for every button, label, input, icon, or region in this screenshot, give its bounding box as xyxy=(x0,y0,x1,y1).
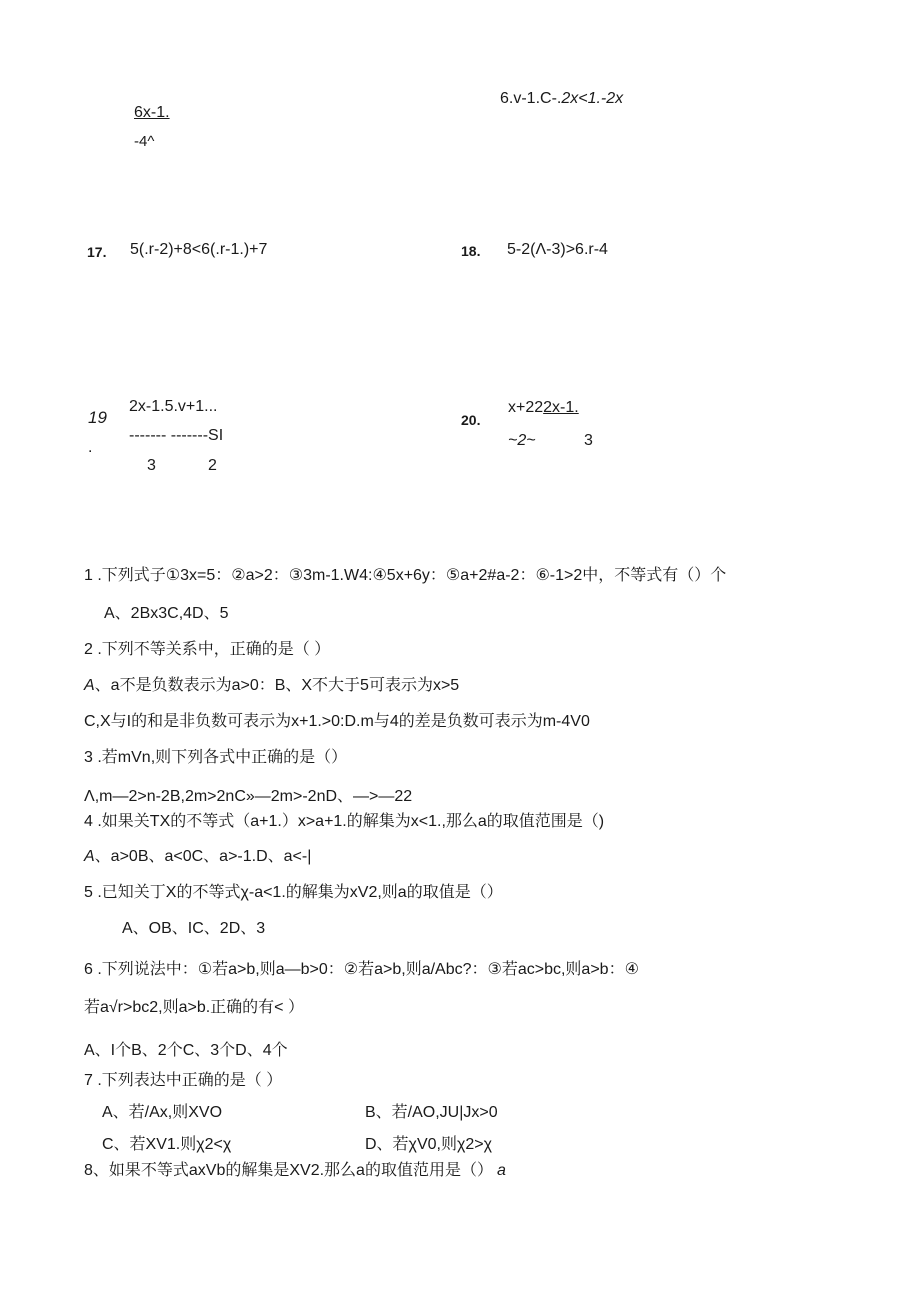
problem-16-expression xyxy=(500,89,623,109)
question-7-option-a: A、若/Ax,则XVO xyxy=(102,1104,223,1121)
problem-20-numerator-a: x+22 xyxy=(508,399,544,416)
question-4-options xyxy=(84,847,311,867)
problem-15-line1 xyxy=(134,103,170,123)
question-3-text: 3 .若mVn,则下列各式中正确的是（） xyxy=(84,749,348,766)
problem-20-line2: ~2~ xyxy=(508,432,536,449)
question-8-tail: a xyxy=(496,1162,506,1179)
question-7-option-b: B、若/AO,JU|Jx>0 xyxy=(365,1104,498,1121)
question-7-text: 7 .下列表达中正确的是（ ） xyxy=(84,1072,283,1089)
question-7-option-d: D、若χV0,则χ2>χ xyxy=(365,1136,493,1153)
question-8-body: 8、如果不等式axVb的解集是XV2.那么a的取值范用是（） xyxy=(84,1162,493,1179)
question-2-option-a-letter: A xyxy=(84,677,95,694)
problem-19-numerator: 2x-1.5.v+1... xyxy=(129,398,218,415)
problem-17-expression: 5(.r-2)+8<6(.r-1.)+7 xyxy=(130,241,268,258)
question-4-text: 4 .如果关TX的不等式（a+1.）x>a+1.的解集为x<1.,那么a的取值范围是（) xyxy=(84,813,605,830)
question-2-options-ab xyxy=(84,676,459,696)
question-6-options: A、I个B、2个C、3个D、4个 xyxy=(84,1042,288,1059)
problem-15-line2: -4^ xyxy=(134,133,155,150)
problem-20-number: 20. xyxy=(461,412,481,428)
question-5-options: A、OB、IC、2D、3 xyxy=(122,920,266,937)
question-2-text: 2 .下列不等关系中，正确的是（ ） xyxy=(84,641,331,658)
question-7-option-c: C、若XV1.则χ2<χ xyxy=(102,1136,232,1153)
problem-20-numerator xyxy=(508,398,579,418)
problem-17-number: 17. xyxy=(87,244,107,260)
question-2-options-cd: C,X与I的和是非负数可表示为x+1.>0:D.m与4的差是负数可表示为m-4V0 xyxy=(84,713,590,730)
question-6-text: 6 .下列说法中：①若a>b,则a—b>0：②若a>b,则a/Abc?：③若ac>bc,则a>b：④ xyxy=(84,961,639,978)
problem-15-numerator: 6x-1. xyxy=(134,104,170,121)
problem-18-number: 18. xyxy=(461,243,481,259)
problem-20-denominator: 3 xyxy=(584,432,593,449)
problem-19-fraction-bar: ------- -------SI xyxy=(129,427,224,444)
question-4-option-a-letter: A xyxy=(84,848,95,865)
problem-19-denominator-2: 2 xyxy=(208,457,217,474)
question-3-options: Λ,m—2>n-2B,2m>2nC»—2m>-2nD、—>—22 xyxy=(84,788,413,805)
question-4-options-text: 、a>0B、a<0C、a>-1.D、a<-| xyxy=(94,848,312,865)
problem-16-rest: 2x<1.-2x xyxy=(561,90,624,107)
problem-18-expression: 5-2(Λ-3)>6.r-4 xyxy=(507,241,608,258)
problem-20-numerator-b: 2x-1. xyxy=(543,399,579,416)
question-6-text-continued: 若a√r>bc2,则a>b.正确的有< ） xyxy=(84,999,304,1016)
question-8-text xyxy=(84,1161,506,1181)
question-1-text: 1 .下列式子①3x=5：②a>2：③3m-1.W4:④5x+6y：⑤a+2#a-2：⑥-1>2中，不等式有（）个 xyxy=(84,567,727,584)
question-1-options: A、2Bx3C,4D、5 xyxy=(104,605,229,622)
problem-16-prefix: 6.v-1.C-. xyxy=(500,90,562,107)
question-5-text: 5 .已知关丁X的不等式χ-a<1.的解集为xV2,则a的取值是（） xyxy=(84,884,503,901)
problem-19-denominator-1: 3 xyxy=(147,457,156,474)
problem-19-number: 19 xyxy=(88,408,107,427)
question-2-option-ab-text: 、a不是负数表示为a>0：B、X不大于5可表示为x>5 xyxy=(94,677,460,694)
problem-19-dot: . xyxy=(88,439,93,456)
